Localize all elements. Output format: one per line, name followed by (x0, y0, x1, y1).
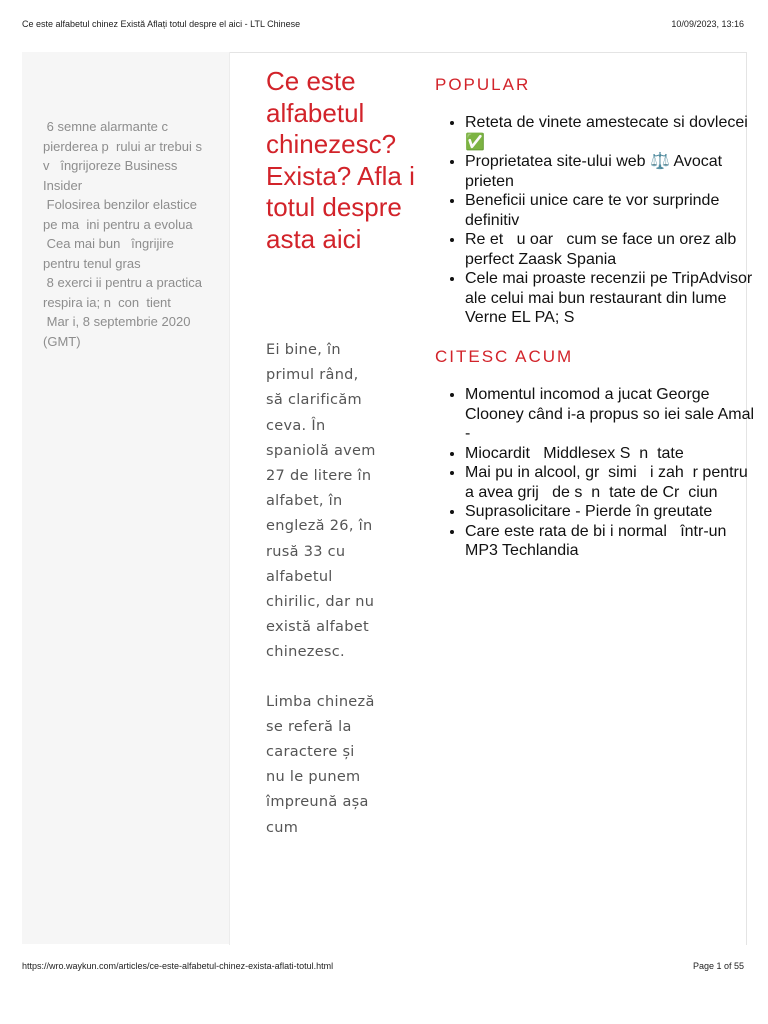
sidebar-list-item (43, 117, 211, 195)
print-header-date: 10/09/2023, 13:16 (671, 19, 744, 29)
sidebar-link[interactable]: Cea mai bun îngrijire pentru tenul gras (43, 236, 178, 271)
popular-list (447, 113, 755, 328)
popular-list-item (465, 269, 755, 328)
article-paragraph: Ei bine, în primul rând, să clarificăm ceva. În spaniolă avem 27 de litere în alfabet, în engleză 26, în rusă 33 cu alfabetul chirilic, dar nu există alfabet chinezesc. (266, 342, 376, 661)
citesc-link[interactable]: Care este rata de bi i normal într-un MP3 Techlandia (465, 522, 731, 559)
sidebar-link[interactable]: Folosirea benzilor elastice pe ma ini pentru a evolua (43, 197, 201, 232)
citesc-list-item (465, 444, 755, 464)
citesc-acum-heading: CITESC ACUM (435, 347, 574, 366)
citesc-link[interactable]: Mai pu in alcool, gr simi i zah r pentru a avea grij de s n tate de Cr ciun (465, 464, 753, 501)
citesc-list-item (465, 385, 759, 444)
popular-list-item (465, 191, 755, 230)
article-paragraph: Limba chineză se referă la caractere și nu le punem împreună așa cum (266, 693, 375, 836)
popular-list-item (465, 230, 755, 269)
popular-link[interactable]: Beneficii unice care te vor surprinde definitiv (465, 192, 724, 229)
popular-heading: POPULAR (435, 75, 531, 94)
popular-link[interactable]: Reteta de vinete amestecate si dovlecei ✅ (465, 114, 753, 151)
sidebar-list-item (43, 273, 211, 312)
article-title: Ce este alfabetul chinezesc? Exista? Afla i totul despre asta aici (266, 66, 415, 254)
popular-link[interactable]: Proprietatea site-ului web ⚖️ Avocat prieten (465, 153, 727, 190)
citesc-list-item (465, 463, 755, 502)
sidebar-link[interactable]: 6 semne alarmante c pierderea p rului ar trebui s v îngrijoreze Business Insider (43, 119, 213, 193)
popular-link[interactable]: Cele mai proaste recenzii pe TripAdvisor ale celui mai bun restaurant din lume Verne EL PA; S (465, 270, 757, 326)
print-footer-url: https://wro.waykun.com/articles/ce-este-alfabetul-chinez-exista-aflati-totul.html (22, 961, 334, 971)
citesc-link[interactable]: Suprasolicitare - Pierde în greutate (465, 503, 713, 520)
page-number: Page 1 of 55 (692, 961, 744, 971)
sidebar-date: Mar i, 8 septembrie 2020 (GMT) (43, 314, 195, 349)
popular-list-item (465, 152, 755, 191)
sidebar-list-item (43, 234, 211, 273)
citesc-list-item (465, 522, 755, 561)
citesc-acum-list (447, 385, 759, 561)
sidebar-list-item (43, 195, 211, 234)
citesc-link[interactable]: Momentul incomod a jucat George Clooney când i-a propus so iei sale Amal - (465, 386, 759, 442)
sidebar-link-list (43, 117, 211, 351)
citesc-list-item (465, 502, 755, 522)
print-header-title: Ce este alfabetul chinez Există Aflați totul despre el aici - LTL Chinese (22, 19, 301, 29)
citesc-link[interactable]: Miocardit Middlesex S n tate (465, 444, 684, 462)
popular-list-item (465, 113, 755, 152)
sidebar-link[interactable]: 8 exerci ii pentru a practica respira ia; n con tient (43, 275, 206, 310)
popular-link[interactable]: Re et u oar cum se face un orez alb perfect Zaask Spania (465, 231, 741, 268)
article-body (266, 338, 376, 934)
